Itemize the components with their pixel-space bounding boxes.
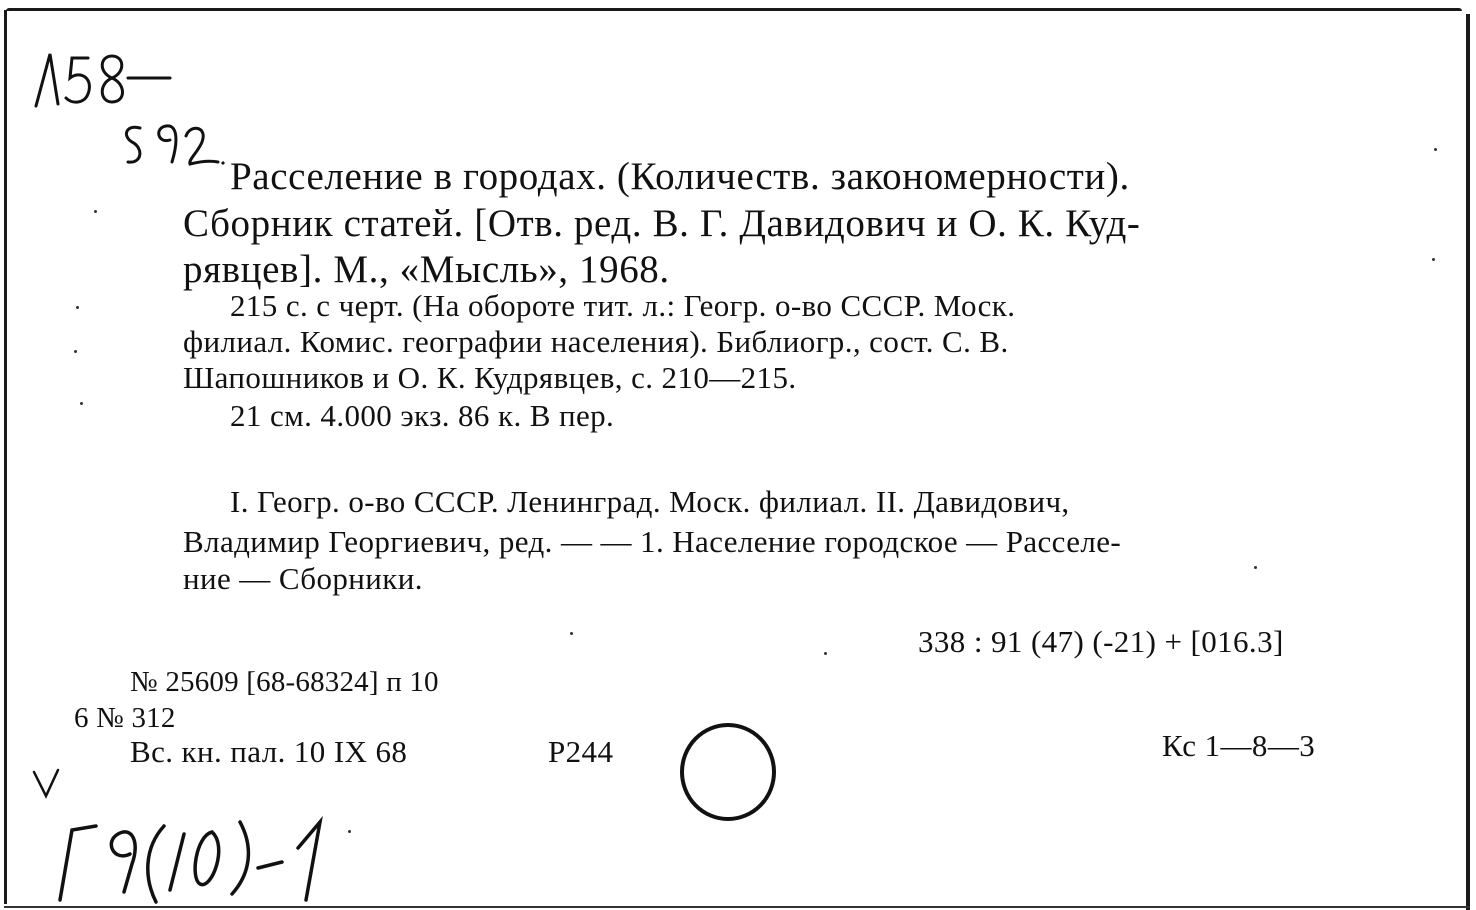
card-right-edge [1466, 14, 1470, 910]
scan-speck [1434, 148, 1437, 151]
collation-line-2: филиал. Комис. географии населения). Библиогр., сост. С. В. [183, 324, 1009, 359]
title-line-1: Расселение в городах. (Количеств. закономерности). [230, 155, 1130, 198]
scan-speck [76, 306, 79, 309]
handwritten-shelfmark-bottom [118, 118, 228, 174]
scan-speck [74, 350, 77, 353]
scan-speck [570, 632, 573, 635]
print-code: Р244 [548, 734, 614, 769]
scan-speck [1432, 258, 1435, 261]
card-code: Кс 1—8—3 [1162, 728, 1316, 763]
punch-hole [676, 722, 780, 826]
book-chamber-line: Вс. кн. пал. 10 IX 68 [130, 734, 408, 769]
handwritten-shelfmark-top [28, 48, 178, 110]
sub-number: 6 № 312 [74, 702, 176, 734]
handwritten-tick-mark [30, 766, 70, 806]
scan-speck [824, 652, 827, 655]
size-line: 21 см. 4.000 экз. 86 к. В пер. [230, 398, 615, 433]
title-line-3: рявцев]. М., «Мысль», 1968. [183, 248, 670, 291]
registration-number: № 25609 [68-68324] п 10 [130, 666, 439, 698]
card-left-edge [4, 10, 7, 904]
scan-speck [80, 402, 83, 405]
scan-speck [1254, 566, 1257, 569]
collation-line-1: 215 с. с черт. (На обороте тит. л.: Геогр. о-во СССР. Моск. [230, 288, 1016, 323]
tracing-line-1: I. Геогр. о-во СССР. Ленинград. Моск. филиал. II. Давидович, [230, 484, 1070, 519]
collation-line-3: Шапошников и О. К. Кудрявцев, с. 210—215. [183, 360, 797, 395]
tracing-line-2: Владимир Георгиевич, ред. — — 1. Население городское — Расселе- [183, 524, 1122, 559]
udc-classification: 338 : 91 (47) (-21) + [016.3] [918, 624, 1284, 659]
card-top-edge [6, 8, 1462, 11]
handwritten-bottom-code [44, 808, 344, 908]
scan-speck [348, 830, 351, 833]
scan-speck [94, 210, 97, 213]
tracing-line-3: ние — Сборники. [183, 561, 423, 596]
title-line-2: Сборник статей. [Отв. ред. В. Г. Давидович и О. К. Куд- [183, 202, 1141, 245]
